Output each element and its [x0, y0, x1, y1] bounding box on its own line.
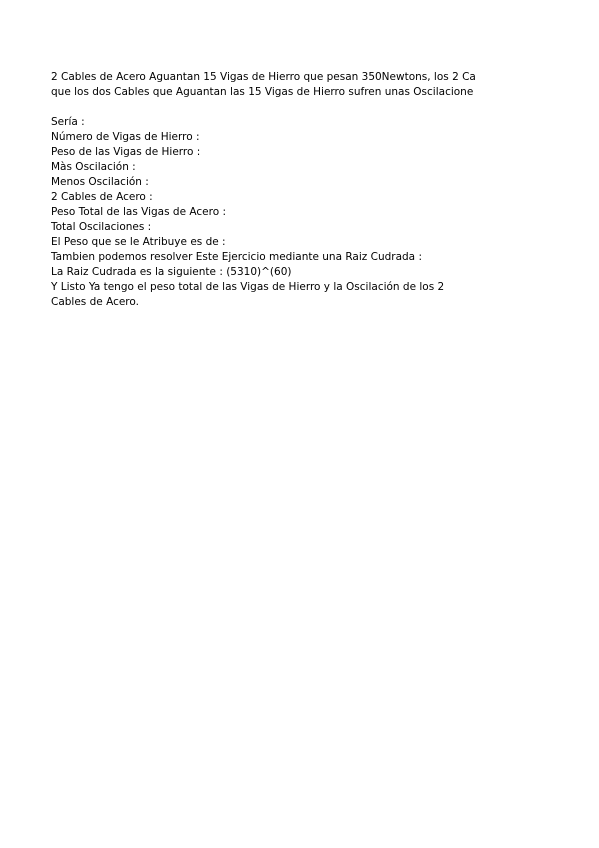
intro-line: 2 Cables de Acero Aguantan 15 Vigas de Hierro que pesan 350Newtons, los 2 Ca — [51, 71, 476, 83]
text-line: Màs Oscilación : — [51, 161, 136, 173]
exercise-text — [51, 115, 491, 310]
text-line: Menos Oscilación : — [51, 176, 149, 188]
text-line: La Raiz Cudrada es la siguiente : (5310)^(60) — [51, 266, 292, 278]
text-line: Tambien podemos resolver Este Ejercicio mediante una Raiz Cudrada : — [51, 251, 422, 263]
text-line: Y Listo Ya tengo el peso total de las Vigas de Hierro y la Oscilación de los 2 — [51, 281, 445, 293]
intro-paragraph — [51, 70, 497, 100]
text-line: El Peso que se le Atribuye es de : — [51, 236, 226, 248]
text-line: Total Oscilaciones : — [51, 221, 152, 233]
text-line: Sería : — [51, 116, 85, 128]
text-line: 2 Cables de Acero : — [51, 191, 153, 203]
intro-line: que los dos Cables que Aguantan las 15 Vigas de Hierro sufren unas Oscilacione — [51, 86, 474, 98]
text-line: Número de Vigas de Hierro : — [51, 131, 200, 143]
text-line: Peso de las Vigas de Hierro : — [51, 146, 201, 158]
text-line: Cables de Acero. — [51, 296, 139, 308]
text-line: Peso Total de las Vigas de Acero : — [51, 206, 226, 218]
